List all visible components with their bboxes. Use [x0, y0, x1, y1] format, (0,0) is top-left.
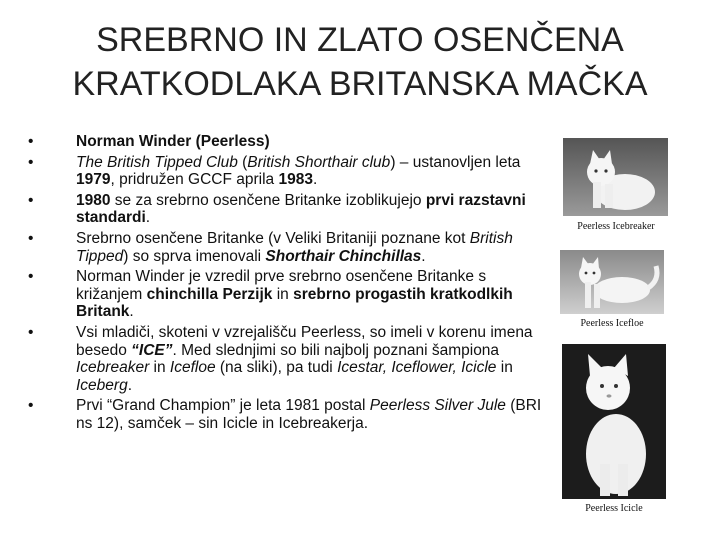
- bullet-text: British Tipped: [76, 229, 513, 265]
- bullet-dot: •: [28, 323, 34, 341]
- bullet-dot: •: [28, 268, 34, 286]
- bullet-text: (: [237, 153, 248, 171]
- bullet-text: in: [496, 359, 513, 377]
- bullet-text: (na sliki), pa tudi: [215, 359, 338, 377]
- bullet-dot: •: [28, 153, 34, 171]
- cat-photo: [562, 344, 666, 499]
- bullet-text: British Shorthair club: [247, 153, 391, 171]
- bullet-text: Vsi mladiči, skoteni v vzrejališču Peerless, so imeli v korenu imena besedo: [76, 323, 533, 359]
- bullet-item: [26, 397, 556, 432]
- bullet-text: Iceberg: [76, 376, 128, 394]
- bullet-text: Peerless Silver Jule: [369, 397, 506, 415]
- bullet-dot: •: [28, 191, 34, 209]
- photo-caption: Peerless Icebreaker: [577, 221, 655, 232]
- bullet-text: .: [421, 247, 426, 265]
- bullet-item: [26, 154, 556, 189]
- bullet-text: Shorthair Chinchillas: [265, 247, 422, 265]
- cat-photo-icon: [562, 344, 666, 499]
- bullet-text: ) – ustanovljen leta: [390, 153, 521, 171]
- bullet-text: Icestar, Iceflower, Icicle: [337, 359, 497, 377]
- title-line-2: KRATKODLAKA BRITANSKA MAČKA: [72, 65, 648, 103]
- cat-photo-icon: [563, 138, 668, 216]
- photo-caption: Peerless Icicle: [585, 503, 643, 514]
- bullet-dot: •: [28, 397, 34, 415]
- bullet-text: 1980: [76, 191, 111, 209]
- bullet-text: .: [129, 303, 134, 321]
- bullet-text: “ICE”: [131, 341, 173, 359]
- bullet-text: .: [127, 376, 133, 394]
- bullet-text: srebrno progastih kratkodlkih Britank: [76, 285, 513, 321]
- bullet-dot: •: [28, 133, 34, 150]
- bullet-text: .: [145, 209, 151, 227]
- bullet-text: Norman Winder (Peerless): [76, 133, 270, 150]
- bullet-text: 1979: [76, 171, 111, 189]
- bullet-item: [26, 324, 556, 394]
- bullet-item: [26, 133, 556, 151]
- bullet-item: [26, 268, 556, 321]
- bullet-text: chinchilla Perzijk: [146, 285, 273, 303]
- bullet-item: [26, 230, 556, 265]
- bullet-text: 1983: [278, 171, 313, 189]
- bullet-text: in: [272, 285, 294, 303]
- title-line-1: SREBRNO IN ZLATO OSENČENA: [96, 21, 624, 59]
- bullet-item: [26, 192, 556, 227]
- cat-photo: [560, 250, 664, 314]
- slide-title: [40, 18, 680, 106]
- bullet-dot: •: [28, 229, 34, 247]
- bullet-text: prvi razstavni standardi: [76, 191, 526, 227]
- cat-photo: [563, 138, 668, 216]
- bullet-text: se za srebrno osenčene Britanke izoblikujejo: [110, 191, 426, 209]
- photo-caption: Peerless Icefloe: [580, 318, 644, 329]
- bullet-list: [26, 133, 556, 436]
- bullet-text: (BRI ns 12), samček – sin Icicle in Icebreakerja.: [76, 397, 542, 432]
- bullet-text: , pridružen GCCF aprila: [110, 171, 279, 189]
- bullet-text: Norman Winder je vzredil prve srebrno osenčene Britanke s križanjem: [76, 268, 487, 303]
- bullet-text: Icefloe: [169, 359, 216, 377]
- bullet-text: .: [312, 171, 318, 189]
- bullet-text: Icebreaker: [76, 359, 150, 377]
- bullet-text: in: [149, 359, 170, 377]
- bullet-text: ) so sprva imenovali: [123, 247, 266, 265]
- bullet-text: Prvi “Grand Champion” je leta 1981 postal: [76, 397, 370, 415]
- cat-photo-icon: [560, 250, 664, 314]
- bullet-text: The British Tipped Club: [76, 153, 238, 171]
- bullet-text: . Med slednjimi so bili najbolj poznani šampiona: [172, 341, 500, 359]
- bullet-text: Srebrno osenčene Britanke (v Veliki Britaniji poznane kot: [76, 229, 470, 247]
